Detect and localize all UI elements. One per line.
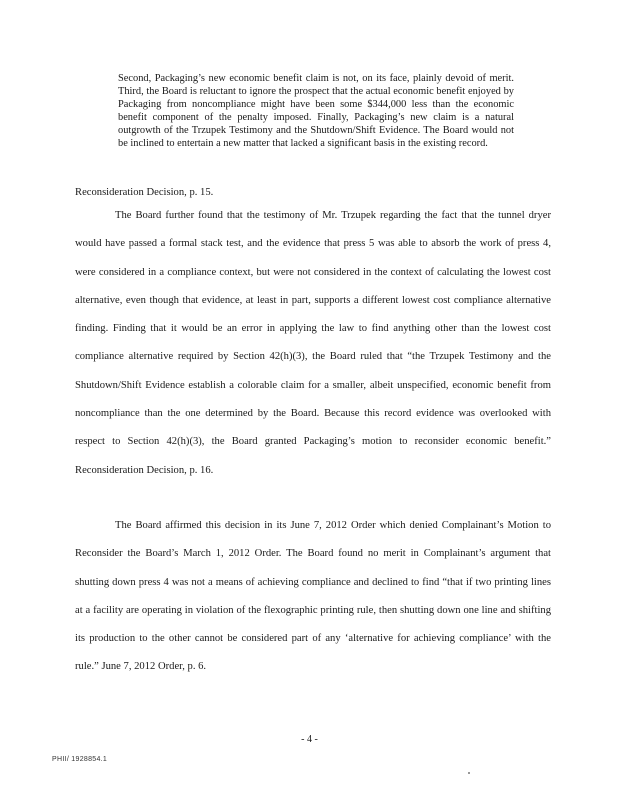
- page-number: - 4 -: [301, 734, 318, 745]
- paragraph-text: The Board further found that the testimony of Mr. Trzupek regarding the fact that the tunnel dryer would have passed a formal stack test, and the evidence that press 5 was able to absorb the work of press 4, were considered in a compliance context, but were not considered in the context of calculating the lowest cost alternative, even though that evidence, at least in part, supports a different lowest cost compliance alternative finding. Finding that it would be an error in applying the law to find anything other than the lowest cost compliance alternative required by Section 42(h)(3), the Board ruled that “the Trzupek Testimony and the Shutdown/Shift Evidence establish a colorable claim for a smaller, albeit unspecified, economic benefit from noncompliance than the one determined by the Board. Because this record evidence was overlooked with respect to Section 42(h)(3), the Board granted Packaging’s motion to reconsider economic benefit.” Reconsideration Decision, p. 16.: [75, 210, 551, 476]
- scan-speck: [468, 772, 470, 774]
- body-paragraph: [75, 512, 551, 682]
- document-id: PHII/ 1928854.1: [52, 756, 108, 763]
- paragraph-text: The Board affirmed this decision in its June 7, 2012 Order which denied Complainant’s Motion to Reconsider the Board’s March 1, 2012 Order. The Board found no merit in Complainant’s argument that shutting down press 4 was not a means of achieving compliance and declined to find “that if two printing lines at a facility are operating in violation of the flexographic printing rule, then shutting down one line and shifting its production to the other cannot be considered part of any ‘alternative for achieving compliance’ with the rule.” June 7, 2012 Order, p. 6.: [75, 520, 551, 673]
- block-quote: Second, Packaging’s new economic benefit claim is not, on its face, plainly devoid of merit. Third, the Board is reluctant to ignore the prospect that the actual economic benefit enjoyed by Packaging from noncompliance might have been some $344,000 less than the economic benefit component of the penalty imposed. Finally, Packaging’s new claim is a natural outgrowth of the Trzupek Testimony and the Shutdown/Shift Evidence. The Board would not be inclined to entertain a new matter that lacked a significant basis in the existing record.: [118, 73, 514, 150]
- body-paragraph: [75, 202, 551, 485]
- quote-citation: Reconsideration Decision, p. 15.: [75, 187, 214, 198]
